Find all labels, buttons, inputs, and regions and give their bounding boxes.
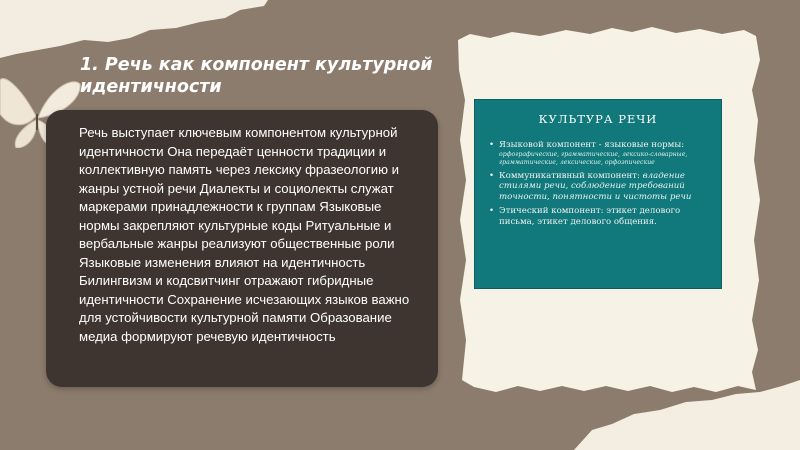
embedded-slide-bullets xyxy=(489,140,717,231)
embedded-slide-image xyxy=(474,99,722,289)
bullet-lead: Коммуникативный компонент: xyxy=(499,170,640,181)
embedded-slide-title: КУЛЬТУРА РЕЧИ xyxy=(538,112,658,126)
bullet-lead: Этический xyxy=(499,206,549,216)
bullet-language-component xyxy=(489,140,717,167)
bullet-rest: компонент: этикет делового письма, этикет делового общения. xyxy=(499,206,681,227)
bullet-rest: владение стилями речи, соблюдение требований точности, понятности и чистоты речи xyxy=(499,170,692,202)
bullet-ethical-component xyxy=(489,206,717,227)
bullet-communicative-component xyxy=(489,171,717,203)
bullet-lead: Языковой компонент - языковые нормы: xyxy=(499,140,685,150)
slide-title: 1. Речь как компонент культурной идентичности xyxy=(80,55,433,97)
bullet-tail: орфографические, грамматические, лексико-словарные, грамматические, лексические, орфоэпические xyxy=(499,150,688,166)
slide-body-text: Речь выступает ключевым компонентом культурной идентичности Она передаёт ценности традиции и коллективную память через лексику фразеологию и жанры устной речи Диалекты и социолекты служат маркерами принадлежности к группам Языковые нормы закрепляют культурные коды Ритуальные и вербальные жанры реализуют общественные роли Языковые изменения влияют на идентичность Билингвизм и кодсвитчинг отражают гибридные идентичности Сохранение исчезающих языков важно для устойчивости культурной памяти Образование медиа формируют речевую идентичность xyxy=(79,125,410,344)
top-left-paper xyxy=(0,0,268,58)
bottom-right-paper xyxy=(574,380,800,450)
